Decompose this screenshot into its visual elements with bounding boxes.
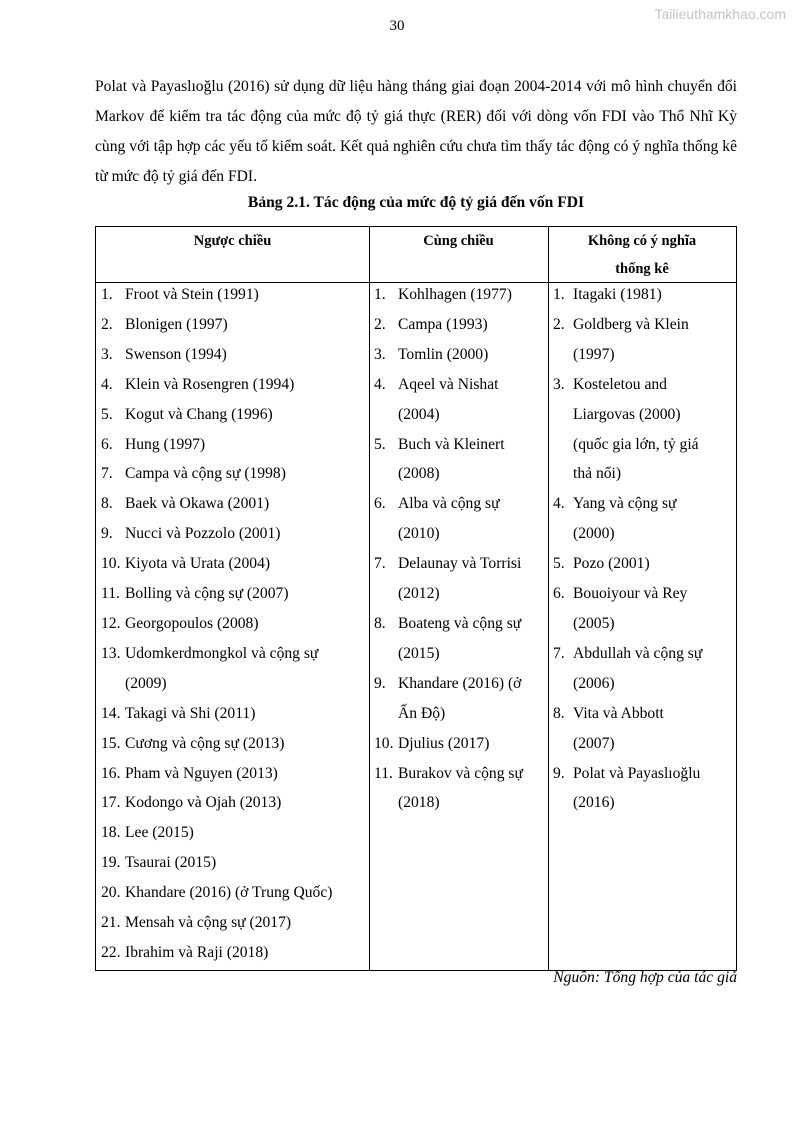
page-number: 30 xyxy=(389,18,405,34)
col3-list xyxy=(553,280,733,818)
item-text: Buch và Kleinert (2008) xyxy=(398,435,505,483)
list-item xyxy=(553,280,733,310)
list-item xyxy=(374,669,546,729)
list-item xyxy=(374,370,546,430)
item-text: Udomkerdmongkol và cộng sự (2009) xyxy=(125,644,319,692)
item-number: 21. xyxy=(101,914,121,932)
item-number: 20. xyxy=(101,884,121,902)
column-insignificant xyxy=(553,280,733,818)
list-item xyxy=(101,400,366,430)
column-same xyxy=(374,280,546,818)
item-text: Froot và Stein (1991) xyxy=(125,286,259,303)
item-number: 2. xyxy=(374,315,386,333)
header-same-label: Cùng chiều xyxy=(423,233,494,249)
watermark: Tailieuthamkhao.com xyxy=(654,6,786,22)
list-item xyxy=(553,579,733,639)
column-divider xyxy=(369,227,370,970)
item-text: Pham và Nguyen (2013) xyxy=(125,764,278,782)
item-number: 6. xyxy=(101,435,113,453)
list-item xyxy=(101,609,366,639)
header-insignificant-line1: Không có ý nghĩa xyxy=(587,233,697,249)
item-number: 1. xyxy=(553,286,565,303)
item-text: Swenson (1994) xyxy=(125,345,227,363)
list-item xyxy=(553,370,733,490)
item-text: Bolling và cộng sự (2007) xyxy=(125,585,289,603)
item-text: Ibrahim và Raji (2018) xyxy=(125,943,269,961)
list-item xyxy=(374,430,546,490)
list-item xyxy=(101,759,366,789)
list-item xyxy=(374,280,546,310)
item-text: Kohlhagen (1977) xyxy=(398,286,512,303)
item-number: 10. xyxy=(101,555,121,573)
item-text: Bouoiyour và Rey (2005) xyxy=(573,585,688,632)
item-number: 17. xyxy=(101,794,121,812)
list-item xyxy=(374,729,546,759)
item-number: 4. xyxy=(553,495,565,513)
list-item xyxy=(553,639,733,699)
item-text: Pozo (2001) xyxy=(573,555,650,573)
table-source: Nguồn: Tổng hợp của tác giả xyxy=(553,969,737,986)
item-text: Goldberg và Klein (1997) xyxy=(573,315,689,363)
list-item xyxy=(553,310,733,370)
list-item xyxy=(101,430,366,460)
header-insignificant xyxy=(548,227,736,282)
item-text: Lee (2015) xyxy=(125,824,194,842)
item-text: Cương và cộng sự (2013) xyxy=(125,734,285,752)
list-item xyxy=(101,280,366,310)
item-number: 1. xyxy=(101,286,113,303)
item-text: Blonigen (1997) xyxy=(125,315,228,333)
list-item xyxy=(101,699,366,729)
item-text: Delaunay và Torrisi (2012) xyxy=(398,555,522,603)
item-number: 11. xyxy=(374,764,393,782)
header-insignificant-line2: thống kê xyxy=(615,261,669,277)
item-text: Baek và Okawa (2001) xyxy=(125,495,270,513)
list-item xyxy=(101,729,366,759)
item-text: Kodongo và Ojah (2013) xyxy=(125,794,282,812)
item-number: 10. xyxy=(374,734,394,752)
item-text: Yang và cộng sự (2000) xyxy=(573,495,677,543)
list-item xyxy=(101,459,366,489)
item-text: Tomlin (2000) xyxy=(398,345,489,363)
list-item xyxy=(553,759,733,819)
item-number: 4. xyxy=(374,375,386,393)
list-item xyxy=(374,549,546,609)
list-item xyxy=(101,938,366,968)
item-number: 18. xyxy=(101,824,121,842)
item-number: 5. xyxy=(553,555,565,573)
item-number: 6. xyxy=(553,585,565,603)
item-number: 8. xyxy=(374,614,386,632)
list-item xyxy=(101,519,366,549)
item-number: 7. xyxy=(374,555,386,573)
item-text: Vita và Abbott (2007) xyxy=(573,704,664,752)
table-caption: Bảng 2.1. Tác động của mức độ tỷ giá đến vốn FDI xyxy=(247,194,585,211)
item-text: Kogut và Chang (1996) xyxy=(125,405,273,423)
list-item xyxy=(101,639,366,699)
item-text: Burakov và cộng sự (2018) xyxy=(398,764,523,812)
item-text: Campa (1993) xyxy=(398,315,488,333)
item-number: 3. xyxy=(553,375,565,393)
item-text: Boateng và cộng sự (2015) xyxy=(398,614,522,662)
list-item xyxy=(101,370,366,400)
item-number: 7. xyxy=(553,644,565,662)
item-text: Tsaurai (2015) xyxy=(125,854,217,872)
item-number: 3. xyxy=(101,345,113,363)
item-text: Alba và cộng sự (2010) xyxy=(398,495,500,543)
list-item xyxy=(374,609,546,669)
item-number: 14. xyxy=(101,704,121,722)
list-item xyxy=(101,908,366,938)
list-item xyxy=(553,549,733,579)
item-text: Itagaki (1981) xyxy=(573,286,662,303)
item-text: Kiyota và Urata (2004) xyxy=(125,555,271,573)
item-number: 5. xyxy=(374,435,386,453)
list-item xyxy=(101,340,366,370)
list-item xyxy=(101,788,366,818)
item-number: 5. xyxy=(101,405,113,423)
list-item xyxy=(101,310,366,340)
item-number: 2. xyxy=(553,315,565,333)
item-text: Hung (1997) xyxy=(125,435,206,453)
body-paragraph: Polat và Payaslıoğlu (2016) sử dụng dữ liệu hàng tháng giai đoạn 2004-2014 với mô hình chuyển đổi Markov để kiểm tra tác động của mức độ tỷ giá thực (RER) đối với dòng vốn FDI vào Thổ Nhĩ Kỳ cùng với tập hợp các yếu tố kiểm soát. Kết quả nghiên cứu chưa tìm thấy tác động có ý nghĩa thống kê từ mức độ tỷ giá đến FDI. xyxy=(95,78,737,185)
item-number: 9. xyxy=(374,674,386,692)
item-number: 8. xyxy=(553,704,565,722)
list-item xyxy=(553,699,733,759)
column-divider xyxy=(548,227,549,970)
column-opposite xyxy=(101,280,366,968)
item-number: 9. xyxy=(553,764,565,782)
item-text: Abdullah và cộng sự (2006) xyxy=(573,644,703,692)
item-text: Mensah và cộng sự (2017) xyxy=(125,914,292,932)
list-item xyxy=(374,310,546,340)
item-text: Khandare (2016) (ở Trung Quốc) xyxy=(125,884,333,902)
col1-list xyxy=(101,280,366,968)
list-item xyxy=(374,489,546,549)
item-number: 12. xyxy=(101,614,121,632)
item-number: 4. xyxy=(101,375,113,393)
item-text: Khandare (2016) (ở Ấn Độ) xyxy=(398,674,522,722)
item-number: 11. xyxy=(101,585,120,603)
item-text: Klein và Rosengren (1994) xyxy=(125,375,295,393)
item-number: 19. xyxy=(101,854,121,872)
list-item xyxy=(101,489,366,519)
item-number: 16. xyxy=(101,764,121,782)
list-item xyxy=(101,878,366,908)
list-item xyxy=(101,818,366,848)
item-text: Takagi và Shi (2011) xyxy=(125,704,256,722)
list-item xyxy=(101,579,366,609)
header-same xyxy=(369,227,548,282)
header-opposite xyxy=(96,227,369,282)
item-number: 1. xyxy=(374,286,386,303)
item-text: Nucci và Pozzolo (2001) xyxy=(125,525,281,543)
item-text: Polat và Payaslıoğlu (2016) xyxy=(573,764,701,812)
item-number: 8. xyxy=(101,495,113,513)
literature-table xyxy=(95,226,737,971)
item-number: 2. xyxy=(101,315,113,333)
item-number: 9. xyxy=(101,525,113,543)
item-text: Djulius (2017) xyxy=(398,734,490,752)
item-text: Aqeel và Nishat (2004) xyxy=(398,375,499,423)
list-item xyxy=(374,340,546,370)
item-number: 7. xyxy=(101,465,113,483)
list-item xyxy=(553,489,733,549)
item-text: Georgopoulos (2008) xyxy=(125,614,259,632)
col2-list xyxy=(374,280,546,818)
item-text: Kosteletou and Liargovas (2000) (quốc gia lớn, tỷ giá thả nổi) xyxy=(573,375,699,483)
item-number: 15. xyxy=(101,734,121,752)
item-number: 6. xyxy=(374,495,386,513)
item-number: 22. xyxy=(101,943,121,961)
item-number: 3. xyxy=(374,345,386,363)
item-number: 13. xyxy=(101,644,121,662)
header-opposite-label: Ngược chiều xyxy=(193,233,272,249)
item-text: Campa và cộng sự (1998) xyxy=(125,465,286,483)
list-item xyxy=(374,759,546,819)
list-item xyxy=(101,848,366,878)
list-item xyxy=(101,549,366,579)
